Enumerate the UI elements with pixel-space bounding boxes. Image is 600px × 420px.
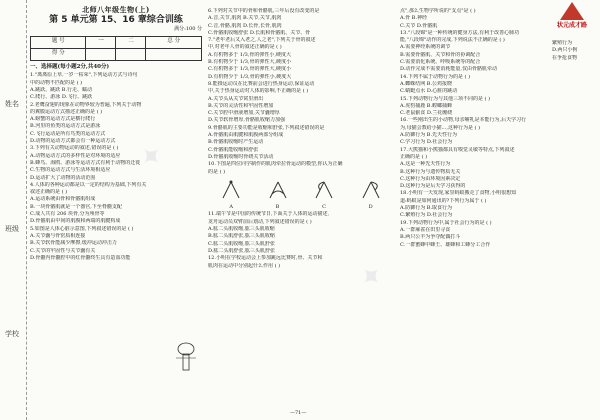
question-line: C.骨骼肌收缩舒张 D.长肌和骨骼肌、关节、骨 xyxy=(208,29,311,36)
section-heading: 一、选择题(每小题2分,共40分) xyxy=(30,63,110,70)
question-line: C.学习行为 D.社会行为 xyxy=(400,139,453,146)
question-line: C.蜻蜓点水 D.心脏的跳动 xyxy=(400,88,458,95)
question-line: 叙述正确的是 ( ) xyxy=(30,189,68,196)
question-list-4 xyxy=(552,40,596,62)
question-line: C.老鼠偷食 D.兰花缠绕 xyxy=(400,110,453,117)
question-line: 的翼膜运动方式描述正确的是 ( ) xyxy=(30,108,103,115)
question-line: C.音,骨骼,肌肉 D.长骨,长骨,肌肉 xyxy=(208,22,282,29)
question-line: 8.能摄运动员在比赛前会进行热身运动,保证运动 xyxy=(208,80,315,87)
question-line: A.关节头从关节窝里滑出 xyxy=(208,95,264,102)
question-line: 5.如图是人体心脏示意图,下列叙述错误的是 ( ) xyxy=(30,225,134,232)
question-line: 为,母猫会教给小猫...,这种行为是 ( ) xyxy=(400,124,481,131)
margin-label-school: 学校 xyxy=(5,330,19,338)
question-line: A.虎豹捕鹿 B.螳螂捕蝉 xyxy=(400,102,453,109)
question-line: A.音,关节,肌肉 B.关节,关节,肌肉 xyxy=(208,15,282,22)
question-line: D.肱二头肌舒张,肱三头肌舒张 xyxy=(208,247,276,254)
question-line: 中,对老年人骨的叙述正确的是 ( ) xyxy=(208,44,282,51)
score-input-cell[interactable] xyxy=(86,48,116,60)
question-line: B.骨骼肌收缩时产生运动 xyxy=(208,139,264,146)
question-line: 15.下列动物行为与其他三项不同的是 ( ) xyxy=(400,95,491,102)
score-cell: 二 xyxy=(116,36,146,48)
question-line: 13."八段锦"是一种传统的健身方法,有利于改善心肺功 xyxy=(400,29,520,36)
page-title: 第 5 单元第 15、16 章综合训练 xyxy=(49,14,183,25)
watermark: ✦ xyxy=(351,256,392,297)
question-line: 在争抢食物 xyxy=(552,54,578,61)
question-line: 繁殖行为 xyxy=(552,40,573,46)
brand-logo xyxy=(548,2,596,38)
question-line: A.跳跃、跳跃 B.行走、蠕动 xyxy=(30,86,93,93)
question-line: 14.下列不属于动物行为的是 ( ) xyxy=(400,73,471,80)
figure-label: C xyxy=(322,203,326,210)
question-line: D.运动扩大了动物的活动范围 xyxy=(30,174,96,181)
question-line: C.骨骼肌能收缩和舒张 xyxy=(208,146,259,153)
question-line: D.动作完成不需要消耗能量,仅由骨骼肌牵动 xyxy=(400,66,498,73)
question-line: C.肱二头肌收缩,肱三头肌舒张 xyxy=(208,240,275,247)
question-line: D.关节软骨增厚,骨骼肌收缩力加强 xyxy=(208,117,286,124)
margin-label-name: 姓名 xyxy=(5,100,19,108)
question-line: B.需要骨骼肌、关节和骨的协调配合 xyxy=(400,51,481,58)
logo-mark-icon xyxy=(560,2,584,20)
question-line: D.两只小狗 xyxy=(552,47,578,54)
page-number: —71— xyxy=(290,410,307,416)
question-line: C.这种行为由环境因素决定 xyxy=(400,175,461,182)
question-line: A.防御行为 B.先天性行为 xyxy=(400,132,458,139)
question-line: D.骨骼肌由中间的肌腹和两端的肌腱构成 xyxy=(30,218,121,225)
column-3 xyxy=(400,0,550,249)
figure-label: D xyxy=(368,203,373,210)
column-2 xyxy=(208,0,394,270)
question-line: 7."老年老后又入老之,人之老",下列关于骨的叙述 xyxy=(208,37,316,44)
question-line: C.关节的牢固性与关节囊有关 xyxy=(30,247,96,254)
column-1 xyxy=(30,0,202,262)
question-line: 点",那么生物学所说的"支点"是 ( ) xyxy=(400,8,476,14)
question-line: A.需要神经系统的调节 xyxy=(400,44,451,51)
question-line: C.一群蜜蜂中蜂王、雄蜂和工蜂分工合作 xyxy=(400,241,491,248)
question-list-2b xyxy=(208,211,394,269)
question-line: D.动物的运动方式都会有一种运动方式 xyxy=(30,138,116,145)
margin-label-class: 班级 xyxy=(5,225,19,233)
question-line: A.关节囊与骨密质相连接 xyxy=(30,232,86,239)
question-line: A.蜘蛛结网 B.公鸡报晓 xyxy=(400,80,453,87)
question-line: B.一块骨骼肌就是一个器官,下至脊髓支配 xyxy=(30,203,122,210)
series-title: 北师八年级生物(上) xyxy=(82,5,150,14)
question-line: C.飞行运动是所有鸟类的运动方式 xyxy=(30,130,106,137)
question-line: 17.大熊猫和小熊猫都具有嗅觉灵敏等特点,下列叙述 xyxy=(400,146,515,153)
question-list-1 xyxy=(30,72,202,262)
score-cell: 一 xyxy=(86,36,116,48)
question-line: B.关节的灵活性和牢固性增加 xyxy=(208,102,274,109)
question-line: B.有机物少于 1/3,骨的弹性大,硬度小 xyxy=(208,59,292,66)
joint-diagram xyxy=(172,340,200,374)
question-line: 龙舟运动员双臂前后划动,下列叙述错误的是 ( ) xyxy=(208,218,312,225)
question-line: B.肱二头肌舒张,肱三头肌收缩 xyxy=(208,233,275,240)
question-line: 11.端午节是中国的传统节日,下面关于人体的运动描述, xyxy=(208,211,330,218)
question-line: 正确的是 ( ) xyxy=(400,153,428,160)
score-cell: 得 分 xyxy=(31,48,86,60)
question-line: A.螃蟹的运动方式是横行爬行 xyxy=(30,116,96,123)
figure-labels xyxy=(208,204,394,212)
question-line: 中,关于热身运动对人体的影响,不正确的是 ( ) xyxy=(208,88,309,95)
figure-b xyxy=(266,178,290,200)
question-line: 1."离离原上草,一岁一枯荣",下列运动方式与诗句 xyxy=(30,72,138,79)
question-line: 的是 ( ) xyxy=(208,168,226,175)
question-list-3 xyxy=(400,8,550,249)
question-line: 10.下图是四位同学制作的肌肉牵拉骨运动的模型,你认为正确 xyxy=(208,161,343,168)
question-line: 道:蚂蚁是如何通讯的?下列行为属于 ( ) xyxy=(400,197,487,204)
score-input-cell[interactable] xyxy=(146,48,202,60)
question-line: D.骨骼肌收缩时骨绕关节活动 xyxy=(208,153,274,160)
question-line: A.一群麻雀在田里寻食 xyxy=(400,226,451,233)
question-line: B.蜂鸟、海鸥、游泳等运动方式有利于动物的迁徙 xyxy=(30,159,141,166)
score-table xyxy=(30,36,202,61)
question-line: 中的动物不匹配的是 ( ) xyxy=(30,79,83,86)
figure-label: A xyxy=(229,203,233,210)
question-line: B.这种行为与遗传物质无关 xyxy=(400,168,461,175)
logo-text: 状元成才路 xyxy=(556,22,587,29)
question-line: 能,"八段锦"动作的完成,下列说法不正确的是 ( ) xyxy=(400,37,505,44)
score-input-cell[interactable] xyxy=(116,48,146,60)
figure-label: B xyxy=(275,203,280,210)
score-cell: 题 号 xyxy=(31,36,86,48)
figure-d xyxy=(359,178,383,200)
figure-c xyxy=(312,178,336,200)
question-line: C.成人共有 206 块骨,分为颅骨等 xyxy=(30,211,105,218)
question-line: 肌肉在运动中分别起什么作用 ( ) xyxy=(208,262,281,269)
question-line: C.爬行、游泳 D.飞行、跳跃 xyxy=(30,94,93,101)
score-value-row xyxy=(31,48,202,60)
question-line: A.骨骼肌由肌腱和肌腹两部分组成 xyxy=(208,132,284,139)
question-line: C.有机物多于 1/3,骨的弹性大,硬度小 xyxy=(208,66,292,73)
question-line: C.生物的运动方式与生活环境相适应 xyxy=(30,167,111,174)
figure-a xyxy=(219,178,243,200)
question-line: A.运动系统由骨和骨骼肌组成 xyxy=(30,196,96,203)
question-line: 9.骨骼肌的主要功能是收缩和舒张,下列叙述错误的是 xyxy=(208,124,325,131)
question-line: 2.老鹰奋翅的现象在动物界较为普遍,下列关于动物 xyxy=(30,101,142,108)
question-line: D.骨髓内骨髓腔中的红骨髓终生具有造血功能 xyxy=(30,254,131,261)
question-line: C.需要消化系统、呼吸系统等的配合 xyxy=(400,59,481,66)
question-line: B.关节软骨能减少摩擦,缓冲运动冲击力 xyxy=(30,240,117,247)
question-list-2a xyxy=(208,8,394,176)
question-line: 16.一些刚出生的小动物,母亲哺乳是本能行为,后天学习行 xyxy=(400,117,527,124)
question-line: 18.小明有一天发现,家里蚂蚁搬走了食物,小明很想知 xyxy=(400,190,517,197)
question-line: 6.下列对关节中的骨和骨骼肌,三年后没有改变的是 xyxy=(208,8,320,14)
watermark: ✦ xyxy=(131,136,172,177)
question-line: A.肱二头肌收缩,肱三头肌收缩 xyxy=(208,226,275,233)
question-line: A.动物运动方式的多样性是对环境的适应 xyxy=(30,152,121,159)
full-score: 满分:100 分 xyxy=(174,26,202,33)
score-header-row xyxy=(31,36,202,48)
muscle-model-figures xyxy=(208,178,394,202)
question-line: 3.下列有关动物运动的叙述,错误的是 ( ) xyxy=(30,145,119,152)
question-line: C.关节腔中滑液增加,关节囊增厚 xyxy=(208,110,280,117)
question-line: B.两只公羊为争夺配偶打斗 xyxy=(400,234,461,241)
question-line: D.有机物少于 1/3,骨的弹性小,硬度大 xyxy=(208,73,292,80)
column-4 xyxy=(552,40,596,62)
question-line: C.关节 D.骨骼肌 xyxy=(400,22,438,29)
question-line: 12.小明在学校运动会上参加跳远比赛时,骨、关节和 xyxy=(208,255,323,262)
binding-margin xyxy=(0,0,27,420)
question-line: 4.人体的各种运动都是以一定的结构为基础,下列有关 xyxy=(30,181,147,188)
question-line: 19.下列动物行为中,属于社会行为的是 ( ) xyxy=(400,219,492,226)
score-cell: 总 分 xyxy=(146,36,202,48)
question-line: A.防御行为 B.取食行为 xyxy=(400,205,453,212)
question-line: C.繁殖行为 D.社会行为 xyxy=(400,212,453,219)
question-line: B.河里的鱼类的运动方式是游泳 xyxy=(30,123,101,130)
question-line: A.骨 B.神经 xyxy=(400,15,428,22)
question-line: A.这是一种先天性行为 xyxy=(400,161,451,168)
question-line: D.这种行为是后天学习获得的 xyxy=(400,183,466,190)
question-line: A.有机物多于 1/3,骨的弹性小,硬度大 xyxy=(208,51,292,58)
